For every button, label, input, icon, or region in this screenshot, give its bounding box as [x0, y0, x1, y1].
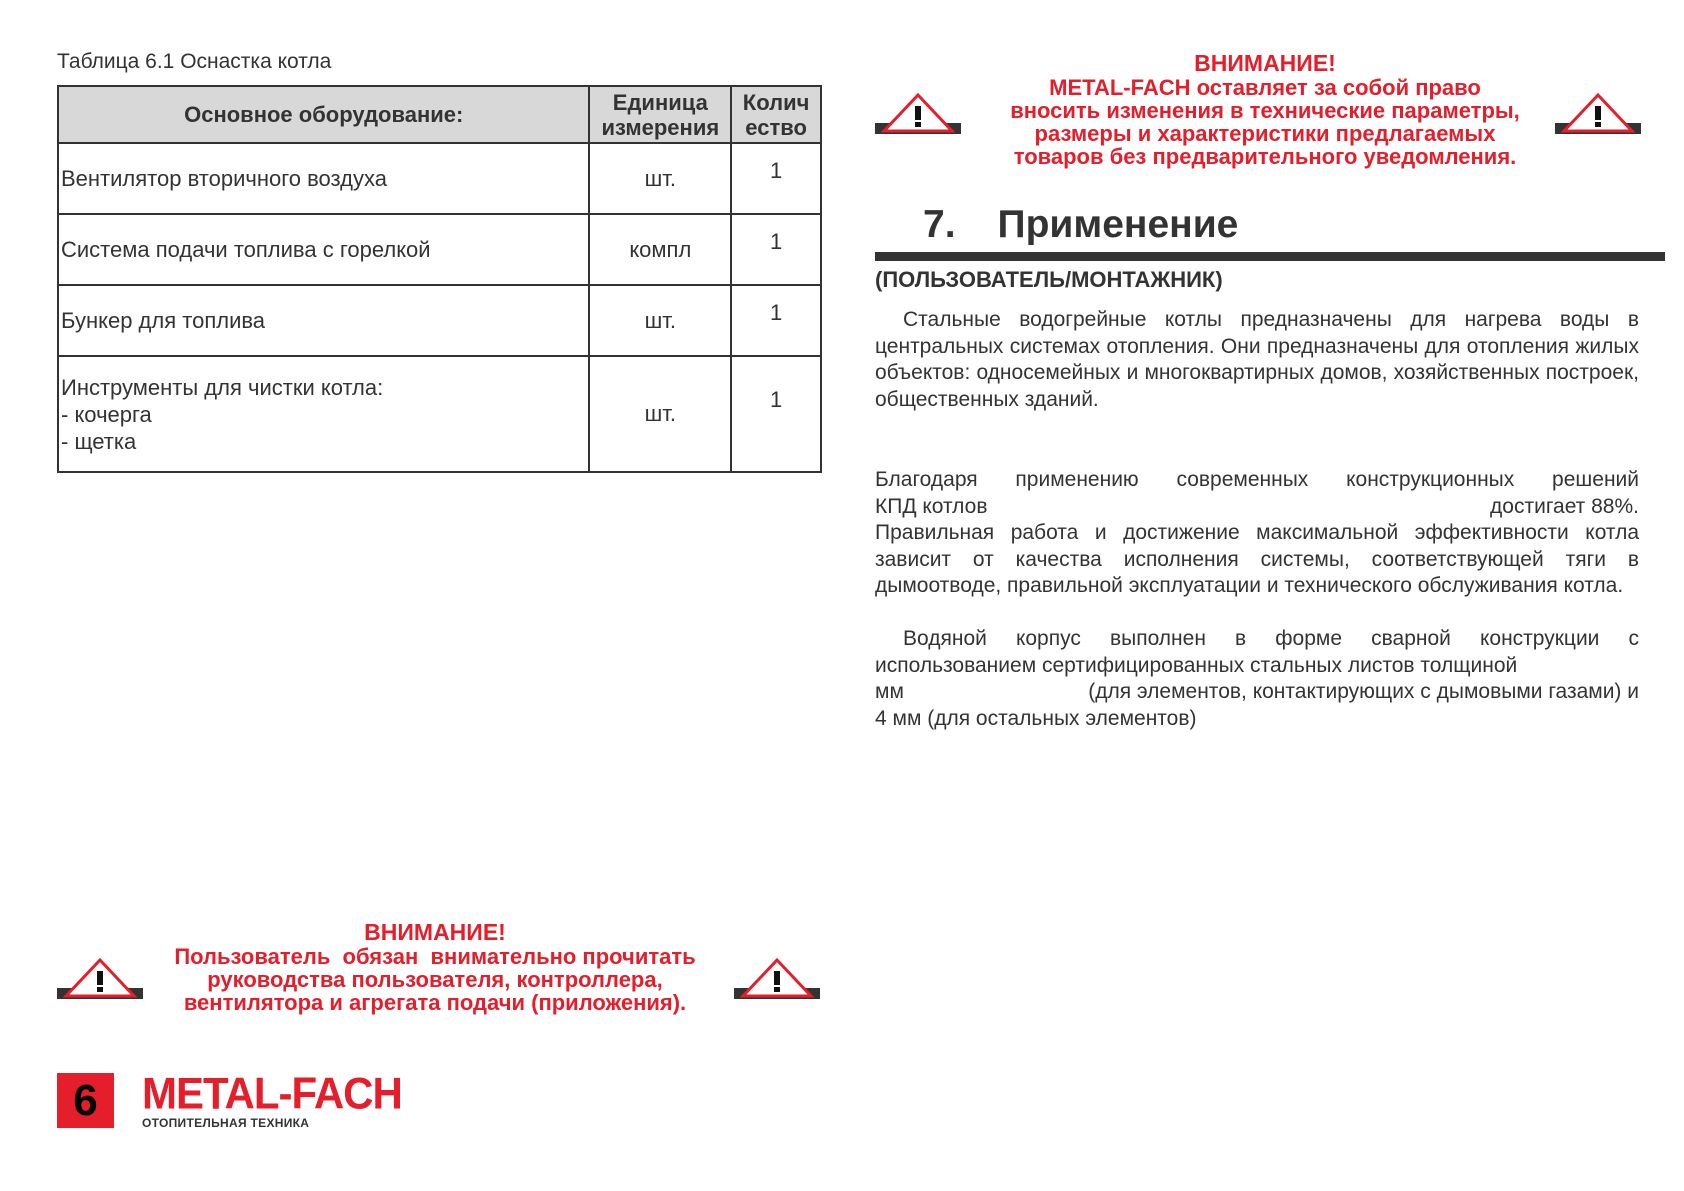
- row-qty: 1: [731, 285, 821, 356]
- row-qty: 1: [731, 143, 821, 214]
- equipment-table: [57, 85, 822, 473]
- page-number: 6: [57, 1073, 114, 1128]
- header-unit: [589, 86, 731, 143]
- row-name: Система подачи топлива с горелкой: [58, 214, 589, 285]
- row-qty: 1: [731, 214, 821, 285]
- header-main-equipment: Основное оборудование:: [58, 86, 589, 143]
- warning-line: руководства пользователя, контроллера,: [207, 967, 663, 992]
- kpd-line: [875, 494, 1639, 521]
- warning-triangle-icon: [57, 958, 143, 1000]
- warning-title: ВНИМАНИЕ!: [364, 919, 506, 945]
- table-row: [58, 143, 821, 214]
- row-name-main: Инструменты для чистки котла:: [61, 374, 384, 400]
- table-caption: Таблица 6.1 Оснастка котла: [57, 50, 332, 73]
- thickness-note: (для элементов, контактирующих с дымовыми газами) и: [1088, 680, 1639, 703]
- section-divider: [875, 252, 1665, 261]
- paragraph-text: Водяной корпус выполнен в форме сварной конструкции с использованием сертифицированных стальных листов толщиной: [875, 627, 1639, 677]
- warning-line: вносить изменения в технические параметры,: [1010, 98, 1520, 123]
- row-name: Вентилятор вторичного воздуха: [58, 143, 589, 214]
- warning-line: Пользователь обязан внимательно прочитать: [174, 944, 696, 969]
- row-unit: шт.: [589, 285, 731, 356]
- section-number: 7.: [923, 203, 956, 246]
- warning-triangle-icon: [734, 958, 820, 1000]
- table-row: [58, 356, 821, 472]
- section-subtitle: (ПОЛЬЗОВАТЕЛЬ/МОНТАЖНИК): [875, 267, 1223, 292]
- paragraph-line: 4 мм (для остальных элементов): [875, 706, 1197, 730]
- warning-user-manual: [140, 919, 730, 1014]
- warning-line: вентилятора и агрегата подачи (приложения).: [183, 990, 687, 1015]
- paragraph-line: Благодаря применению современных конструкционных решений: [875, 468, 1639, 491]
- warning-line: METAL-FACH оставляет за собой право: [1049, 75, 1481, 100]
- brand-name: METAL-FACH: [142, 1068, 402, 1119]
- paragraph-text: Стальные водогрейные котлы предназначены для нагрева воды в центральных системах отопления. Они предназначены для отопления жилых объектов: односемейных и многоквартирных домов, хозяйственных построек, общественных зданий.: [875, 308, 1639, 411]
- table-row: [58, 214, 821, 285]
- kpd-label: КПД котлов: [875, 494, 988, 518]
- brand-logo: [142, 1068, 402, 1130]
- paragraph-text: Правильная работа и достижение максимальной эффективности котла зависит от качества исполнения системы, соответствующей тяги в дымоотводе, правильной эксплуатации и технического обслуживания котла.: [875, 521, 1639, 597]
- warning-title: ВНИМАНИЕ!: [1194, 50, 1336, 76]
- header-qty-line2: ество: [745, 114, 807, 140]
- paragraph-purpose: [875, 307, 1639, 413]
- table-row: [58, 285, 821, 356]
- warning-triangle-icon: [1555, 93, 1641, 135]
- table-header-row: [58, 86, 821, 143]
- paragraph-construction: [875, 626, 1639, 732]
- header-unit-line2: измерения: [601, 114, 720, 140]
- warning-line: товаров без предварительного уведомления.: [1013, 144, 1517, 169]
- section-title-text: Применение: [997, 203, 1239, 246]
- row-unit: шт.: [589, 356, 731, 472]
- section-title: [923, 203, 1238, 247]
- thickness-unit: мм: [875, 680, 904, 703]
- row-name-sub2: - щетка: [61, 428, 137, 454]
- thickness-line: [875, 679, 1639, 706]
- row-unit: компл: [589, 214, 731, 285]
- row-qty: 1: [731, 356, 821, 472]
- header-quantity: [731, 86, 821, 143]
- row-name-sub1: - кочерга: [61, 401, 152, 427]
- paragraph-efficiency: [875, 467, 1639, 600]
- row-name: [58, 356, 589, 472]
- row-unit: шт.: [589, 143, 731, 214]
- warning-triangle-icon: [875, 93, 961, 135]
- row-name: Бункер для топлива: [58, 285, 589, 356]
- warning-line: размеры и характеристики предлагаемых: [1034, 121, 1496, 146]
- brand-tagline: ОТОПИТЕЛЬНАЯ ТЕХНИКА: [142, 1116, 310, 1130]
- warning-manufacturer-rights: [965, 50, 1565, 168]
- header-unit-line1: Единица: [612, 89, 708, 115]
- kpd-value: достигает 88%.: [1490, 494, 1639, 518]
- header-qty-line1: Колич: [742, 89, 810, 115]
